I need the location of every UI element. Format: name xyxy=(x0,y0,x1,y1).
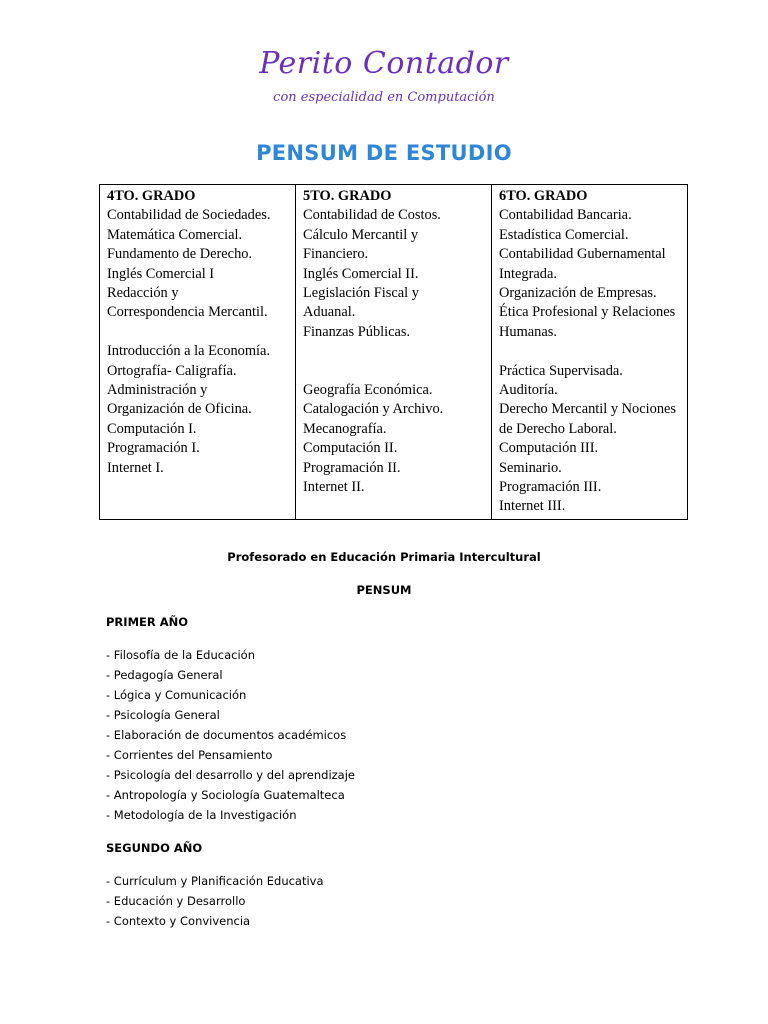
course-item: Mecanografía. xyxy=(303,420,387,437)
list-item: - Elaboración de documentos académicos xyxy=(106,728,347,742)
course-item: Programación III. xyxy=(499,479,602,496)
course-item: Programación I. xyxy=(107,440,200,457)
course-item: Organización de Oficina. xyxy=(107,401,252,418)
spacer xyxy=(499,342,681,361)
course-item: Computación I. xyxy=(107,420,197,437)
course-item: Legislación Fiscal y xyxy=(303,285,419,302)
course-item: Contabilidad Gubernamental xyxy=(499,246,666,263)
course-item: Finanzas Públicas. xyxy=(303,323,411,340)
course-item: Contabilidad de Sociedades. xyxy=(107,207,271,224)
first-year-heading: PRIMER AÑO xyxy=(106,615,189,629)
grade-heading: 5TO. GRADO xyxy=(303,188,392,204)
course-item: Administración y xyxy=(107,382,208,399)
course-item: Integrada. xyxy=(499,265,557,282)
course-item: Práctica Supervisada. xyxy=(499,362,623,379)
course-item: Inglés Comercial I xyxy=(107,265,215,282)
profesorado-title: Profesorado en Educación Primaria Intercultural xyxy=(227,550,541,564)
second-year-heading: SEGUNDO AÑO xyxy=(106,841,203,855)
course-item: Humanas. xyxy=(499,323,557,340)
grade-heading: 6TO. GRADO xyxy=(499,188,588,204)
grades-table xyxy=(99,184,688,520)
course-item: Introducción a la Economía. xyxy=(107,343,271,360)
list-item: - Filosofía de la Educación xyxy=(106,648,255,662)
course-item: Financiero. xyxy=(303,246,369,263)
grade-6-cell xyxy=(492,185,688,520)
grade-5-cell xyxy=(296,185,492,520)
course-item: Seminario. xyxy=(499,459,562,476)
course-item: Contabilidad Bancaria. xyxy=(499,207,632,224)
course-item: Computación II. xyxy=(303,440,398,457)
list-item: - Corrientes del Pensamiento xyxy=(106,748,273,762)
course-item: Matemática Comercial. xyxy=(107,226,243,243)
course-item: Computación III. xyxy=(499,440,599,457)
spacer xyxy=(107,323,289,342)
list-item: - Pedagogía General xyxy=(106,668,223,682)
grades-table-row xyxy=(100,185,688,520)
document-title: Perito Contador xyxy=(259,46,509,81)
course-item: Internet II. xyxy=(303,479,365,496)
grade-4-cell xyxy=(100,185,296,520)
list-item: - Antropología y Sociología Guatemalteca xyxy=(106,788,345,802)
document-subtitle: con especialidad en Computación xyxy=(273,90,495,105)
course-item: Catalogación y Archivo. xyxy=(303,401,444,418)
course-item: Programación II. xyxy=(303,459,401,476)
second-year-list xyxy=(106,871,324,931)
first-year-list xyxy=(106,645,355,825)
course-item: Internet III. xyxy=(499,498,566,515)
course-item: Geografía Económica. xyxy=(303,382,433,399)
course-item: Ortografía- Caligrafía. xyxy=(107,362,237,379)
spacer xyxy=(303,342,485,361)
spacer xyxy=(303,362,485,381)
course-item: Cálculo Mercantil y xyxy=(303,226,419,243)
profesorado-pensum-label: PENSUM xyxy=(356,583,412,597)
list-item: - Psicología General xyxy=(106,708,220,722)
course-item: de Derecho Laboral. xyxy=(499,420,617,437)
course-item: Auditoría. xyxy=(499,382,558,399)
course-item: Estadística Comercial. xyxy=(499,226,629,243)
list-item: - Lógica y Comunicación xyxy=(106,688,247,702)
course-item: Inglés Comercial II. xyxy=(303,265,419,282)
course-item: Derecho Mercantil y Nociones xyxy=(499,401,677,418)
course-item: Correspondencia Mercantil. xyxy=(107,304,268,321)
course-item: Internet I. xyxy=(107,459,164,476)
list-item: - Psicología del desarrollo y del aprendizaje xyxy=(106,768,355,782)
course-item: Ética Profesional y Relaciones xyxy=(499,304,676,321)
course-item: Aduanal. xyxy=(303,304,356,321)
course-item: Fundamento de Derecho. xyxy=(107,246,253,263)
list-item: - Currículum y Planificación Educativa xyxy=(106,874,324,888)
course-item: Redacción y xyxy=(107,285,179,302)
list-item: - Educación y Desarrollo xyxy=(106,894,246,908)
course-item: Contabilidad de Costos. xyxy=(303,207,441,224)
list-item: - Contexto y Convivencia xyxy=(106,914,251,928)
pensum-heading: PENSUM DE ESTUDIO xyxy=(256,141,512,165)
list-item: - Metodología de la Investigación xyxy=(106,808,297,822)
course-item: Organización de Empresas. xyxy=(499,285,657,302)
grade-heading: 4TO. GRADO xyxy=(107,188,196,204)
